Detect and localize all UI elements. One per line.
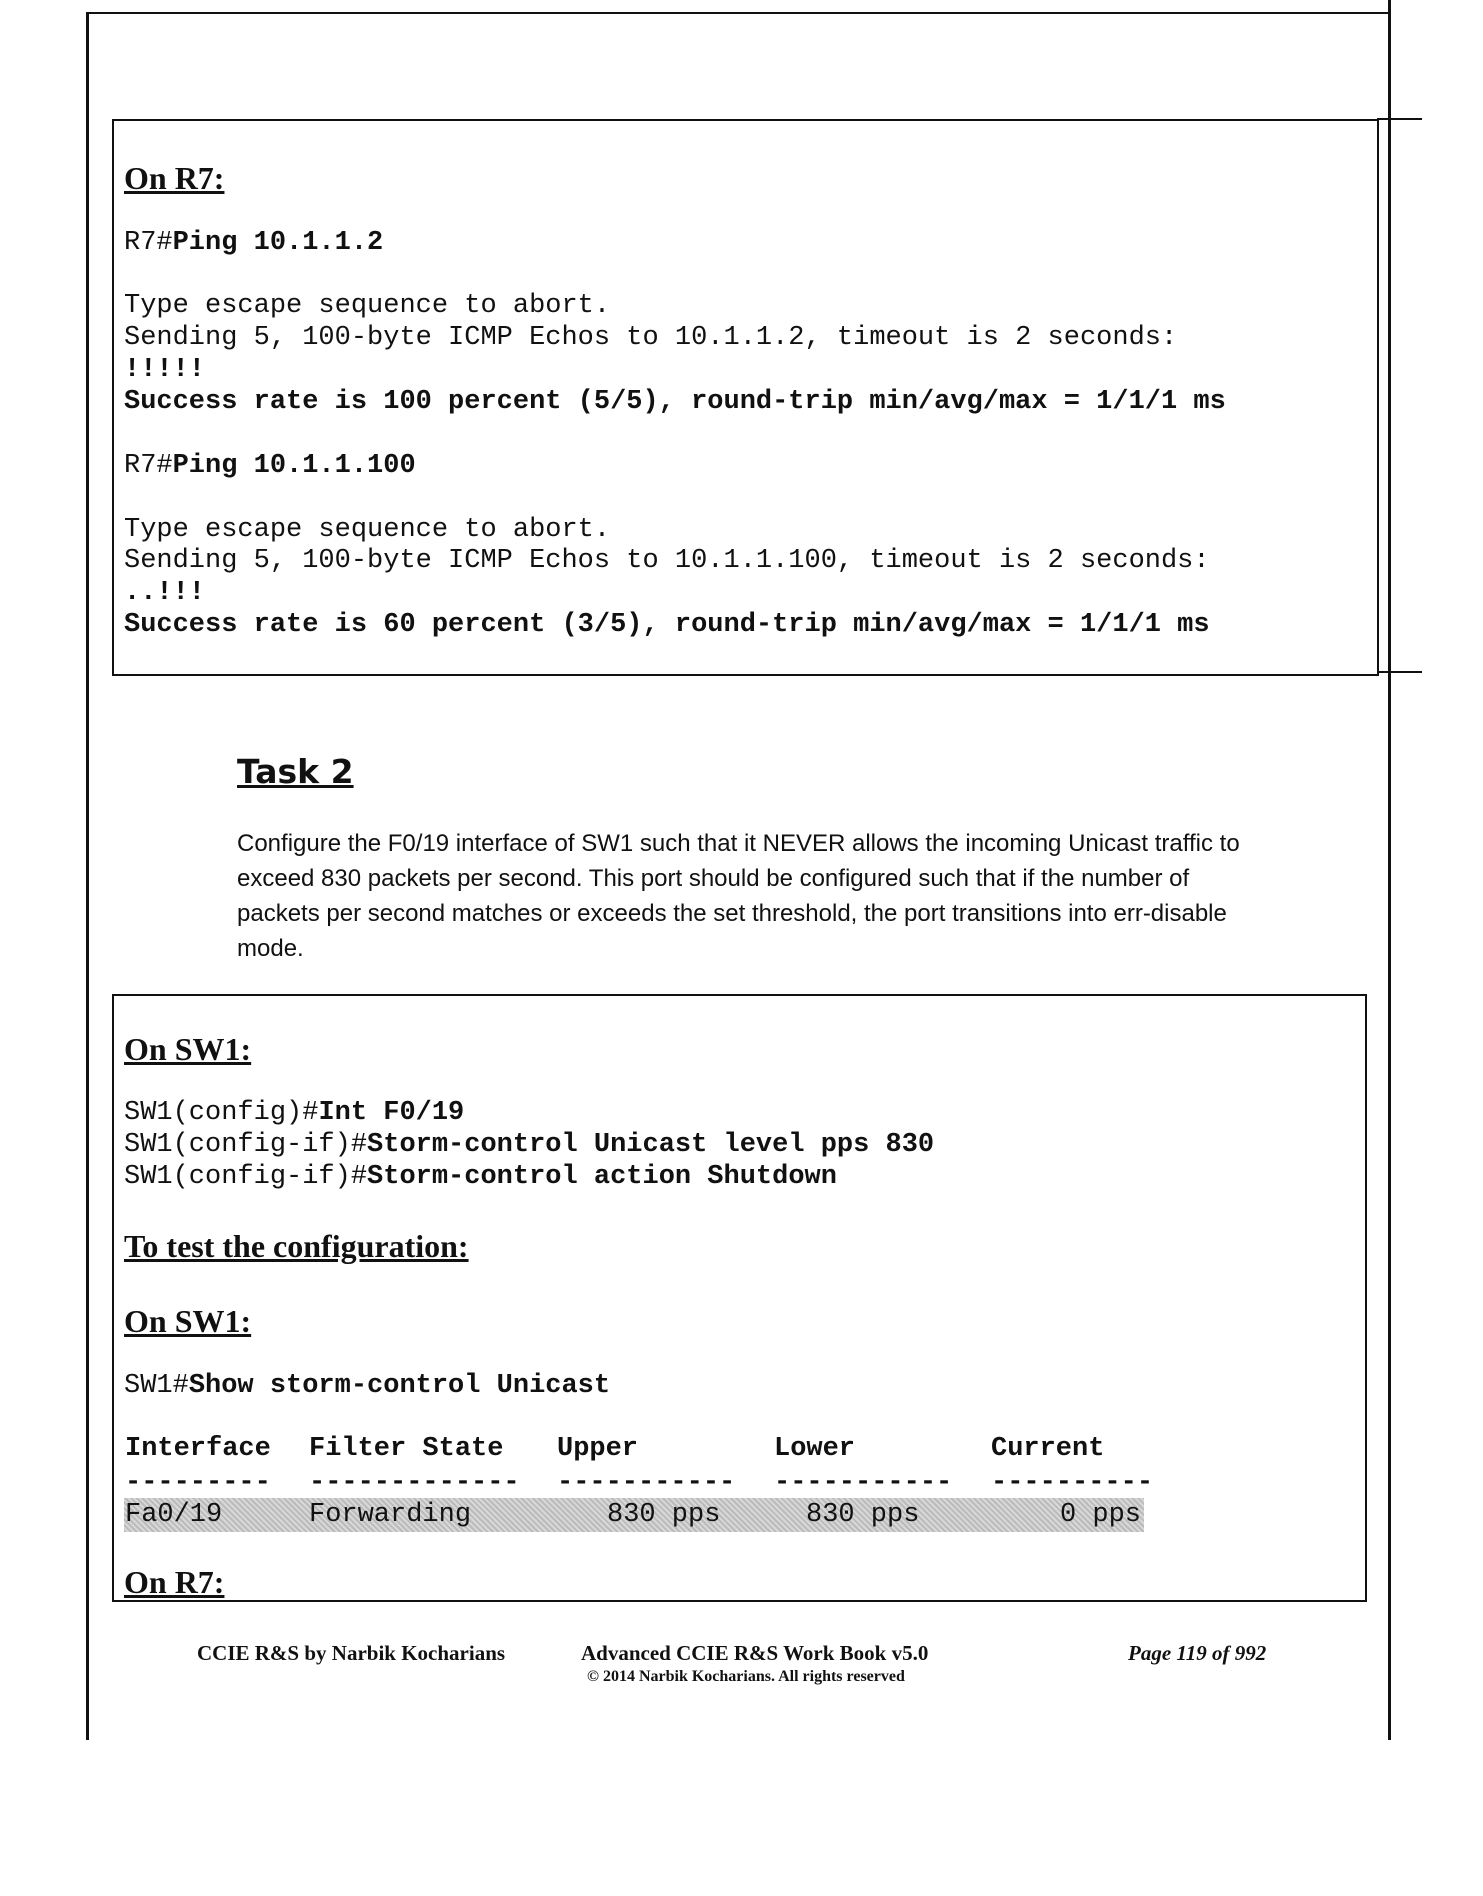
footer-page-number: Page 119 of 992 [1128,1641,1267,1665]
config-line-1 [124,1097,464,1129]
ping1-output-1: Type escape sequence to abort. [124,291,611,321]
prompt: SW1(config-if)# [124,1162,368,1192]
col-header-lower: Lower [774,1434,856,1464]
col-header-filter-state: Filter State [309,1434,504,1464]
ping1-output-4: Success rate is 100 percent (5/5), round-trip min/avg/max = 1/1/1 ms [124,387,1226,417]
divider: --------- [125,1468,271,1498]
command: Ping 10.1.1.2 [172,228,384,258]
divider: ----------- [774,1468,953,1498]
heading-test-config: To test the configuration: [124,1228,469,1264]
task-description: Configure the F0/19 interface of SW1 such that it NEVER allows the incoming Unicast traffic to exceed 830 packets per second. This port should be configured such that if the number of packets per second matches or exceeds the set threshold, the port transitions into err-disable mode. [237,830,1240,962]
prompt: SW1(config-if)# [124,1130,368,1160]
cell-interface: Fa0/19 [125,1500,223,1530]
command: Show storm-control Unicast [188,1371,611,1401]
command: Int F0/19 [318,1098,465,1128]
ping2-output-2: Sending 5, 100-byte ICMP Echos to 10.1.1.100, timeout is 2 seconds: [124,546,1210,576]
heading-on-r7-2: On R7: [124,1564,225,1600]
heading-on-r7: On R7: [124,160,225,196]
command: Ping 10.1.1.100 [172,451,416,481]
cell-filter-state: Forwarding [309,1500,472,1530]
prompt: SW1(config)# [124,1098,319,1128]
footer-book-title: Advanced CCIE R&S Work Book v5.0 [581,1641,929,1665]
divider: ------------- [309,1468,520,1498]
config-line-2 [124,1129,934,1161]
col-header-current: Current [991,1434,1105,1464]
prompt: R7# [124,451,173,481]
box-bottom-ext [1377,671,1422,673]
ping2-command [124,450,416,482]
prompt: SW1# [124,1371,189,1401]
col-header-upper: Upper [557,1434,639,1464]
prompt: R7# [124,228,173,258]
heading-on-sw1-2: On SW1: [124,1303,252,1339]
config-line-3 [124,1161,837,1193]
ping1-output-2: Sending 5, 100-byte ICMP Echos to 10.1.1.2, timeout is 2 seconds: [124,323,1178,353]
ping2-output-3: ..!!! [124,578,206,608]
ping1-command [124,227,383,259]
footer-author: CCIE R&S by Narbik Kocharians [197,1641,506,1665]
cell-upper: 830 pps [607,1500,721,1530]
command: Storm-control Unicast level pps 830 [367,1130,935,1160]
page-border-right [1388,0,1391,1740]
heading-on-sw1: On SW1: [124,1031,252,1067]
page-border-left [86,12,89,1740]
col-header-interface: Interface [125,1434,271,1464]
task-title: Task 2 [237,752,354,791]
divider: ---------- [991,1468,1154,1498]
cell-lower: 830 pps [806,1500,920,1530]
box-top-ext [1377,118,1422,120]
page-border-top [86,12,1391,14]
divider: ----------- [557,1468,736,1498]
ping1-output-3: !!!!! [124,355,206,385]
ping2-output-1: Type escape sequence to abort. [124,515,611,545]
command: Storm-control action Shutdown [367,1162,837,1192]
show-command [124,1370,610,1402]
box-right-edge [1377,119,1379,674]
cell-current: 0 pps [1060,1500,1142,1530]
footer-copyright: © 2014 Narbik Kocharians. All rights reserved [587,1668,905,1685]
ping2-output-4: Success rate is 60 percent (3/5), round-trip min/avg/max = 1/1/1 ms [124,610,1210,640]
